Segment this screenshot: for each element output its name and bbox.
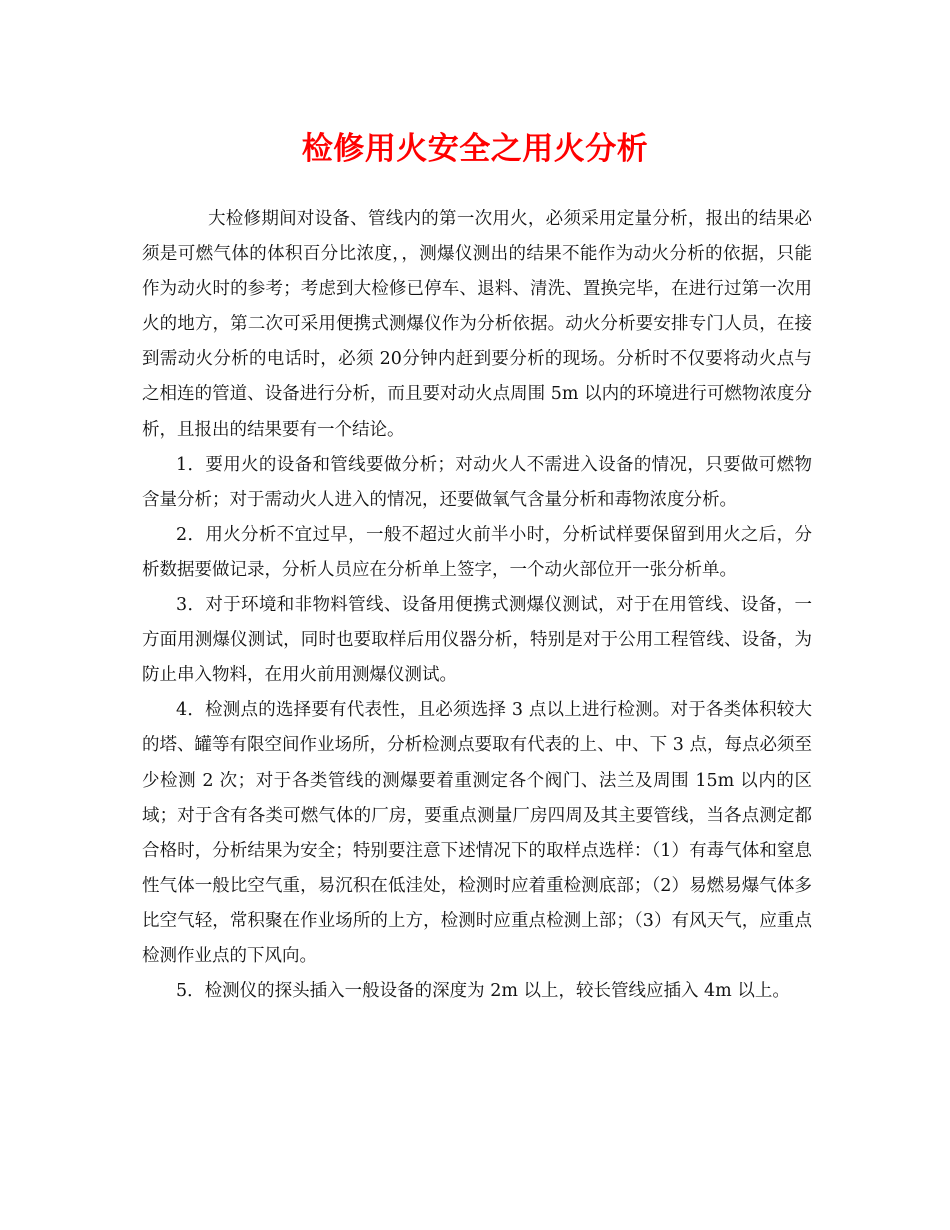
list-item: 3．对于环境和非物料管线、设备用便携式测爆仪测试，对于在用管线、设备，一方面用测爆仪测试，同时也要取样后用仪器分析，特别是对于公用工程管线、设备，为防止串入物料，在用火前用测爆仪测试。 (142, 595, 812, 686)
intro-paragraph: 大检修期间对设备、管线内的第一次用火，必须采用定量分析，报出的结果必须是可燃气体的体积百分比浓度，，测爆仪测出的结果不能作为动火分析的依据，只能作为动火时的参考；考虑到大检修已停车、退料、清洗、置换完毕，在进行过第一次用火的地方，第二次可采用便携式测爆仪作为分析依据。动火分析要安排专门人员，在接到需动火分析的电话时，必须 20分钟内赶到要分析的现场。分析时不仅要将动火点与之相连的管道、设备进行分析，而且要对动火点周围 5m 以内的环境进行可燃物浓度分析，且报出的结果要有一个结论。 (142, 209, 812, 440)
list-item: 4．检测点的选择要有代表性，且必须选择 3 点以上进行检测。对于各类体积较大的塔、罐等有限空间作业场所，分析检测点要取有代表的上、中、下 3 点，每点必须至少检测 2 次；对于各类管线的测爆要着重测定各个阀门、法兰及周围 15m 以内的区域；对于含有各类可燃气体的厂房，要重点测量厂房四周及其主要管线，当各点测定都合格时，分析结果为安全；特别要注意下述情况下的取样点选样：（1）有毒气体和窒息性气体一般比空气重，易沉积在低洼处，检测时应着重检测底部；（2）易燃易爆气体多比空气轻，常积聚在作业场所的上方，检测时应重点检测上部；（3）有风天气，应重点检测作业点的下风向。 (142, 700, 812, 966)
list-item: 2．用火分析不宜过早，一般不超过火前半小时，分析试样要保留到用火之后，分析数据要做记录，分析人员应在分析单上签字，一个动火部位开一张分析单。 (142, 524, 812, 580)
list-item: 1．要用火的设备和管线要做分析；对动火人不需进入设备的情况，只要做可燃物含量分析；对于需动火人进入的情况，还要做氧气含量分析和毒物浓度分析。 (142, 454, 812, 510)
document-body (142, 202, 812, 1009)
document-title: 检修用火安全之用火分析 (301, 131, 649, 167)
list-item: 5．检测仪的探头插入一般设备的深度为 2m 以上，较长管线应插入 4m 以上。 (176, 981, 790, 1002)
